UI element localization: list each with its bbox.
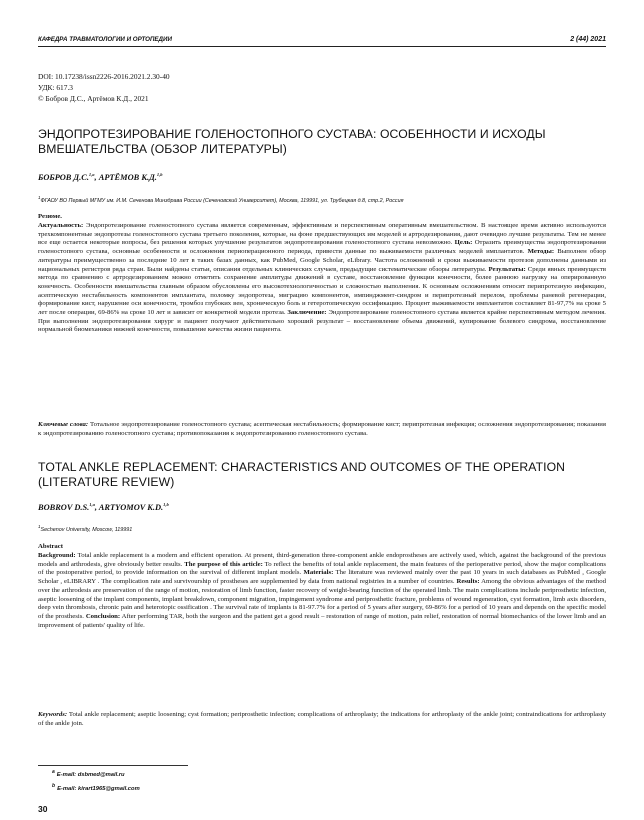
en-abstract-heading: Abstract — [38, 543, 64, 550]
en-affiliation — [38, 524, 606, 533]
ru-affiliation-sup: 1 — [38, 195, 41, 200]
en-author-2: ARTYOMOV K.D. — [98, 502, 164, 512]
footnote-b — [52, 783, 140, 792]
ru-label-relevance: Актуальность: — [38, 222, 84, 229]
en-label-results: Results: — [456, 578, 480, 586]
ru-keywords-text: Тотальное эндопротезирование голеностопного сустава; асептическая нестабильность; формирование кист; перипротезная инфекция; осложнения эндопротезирования; показания к эндопротезированию голеностопного сустава; противопоказания к эндопротезированию голеностопного сустава. — [38, 421, 606, 437]
ru-aim: Отразить преимущества эндопротезирования голеностопного сустава, основные особенности и осложнения периоперационного периода, привести данные по выживаемости различных моделей имплантатов. — [38, 239, 606, 256]
header-rule — [38, 46, 606, 47]
footnote-a-mark: a — [52, 769, 55, 775]
ru-affiliation-text: ФГАОУ ВО Первый МГМУ им. И.М. Сеченова Минздрава России (Сеченовский Университет), Москва, 119991, ул. Трубецкая д.8, стр.2, Россия — [40, 197, 404, 204]
journal-section: КАФЕДРА ТРАВМАТОЛОГИИ И ОРТОПЕДИИ — [38, 36, 172, 43]
en-author-1-sup: 1,a — [89, 502, 95, 507]
ru-methods: Выполнен обзор литературы преимущественно за последние 10 лет в таких базах данных, как PubMed, Google Scholar, eLibrary. Частота осложнений и сроки выживаемости протезов дополнены данными из национальных регистров ряда стран. Были найдены статьи, описания отдельных клинических случаев, предыдущие систематические обзоры литературы. — [38, 248, 606, 273]
en-affiliation-text: Sechenov University, Moscow, 119991 — [40, 526, 133, 533]
en-label-purpose: The purpose of this article: — [184, 560, 263, 568]
en-affiliation-sup: 1 — [38, 524, 41, 529]
footnote-b-email[interactable]: E-mail: kirart1965@gmail.com — [57, 785, 140, 792]
en-materials: The literature was reviewed mainly over the past 10 years in such databases as PubMed , Google Scholar , eLIBRARY . The complication rate and survivourship of prostheses are supplemented by data from national registries in a number of countries. — [38, 569, 606, 586]
ru-affiliation — [38, 195, 606, 204]
footnote-a-email[interactable]: E-mail: dsbmed@mail.ru — [56, 771, 125, 778]
en-authors: BOBROV D.S.$^{1,a}$, ARTYOMOV K.D.$^{1,b}$ — [38, 502, 169, 512]
footnote-a — [52, 769, 125, 778]
ru-abstract — [38, 212, 606, 335]
en-conclusion: After performing TAR, both the surgeon and the patient get a good result – restoration of range of motion, pain relief, restoration of normal biomechanics of the lower limb and an improvement of patients' quality of life. — [38, 612, 607, 629]
ru-results: Среди явных преимуществ метода по сравнению с артродезированием можно отметить сохранение амплитуды движений в суставе, восстановление функции конечности, более раннюю нагрузку на оперированную конечность. Особенности вмешательства главным образом обусловлены его высокотехнологичностью и сложностью выполнения. К основным осложнениям относят перипротезную инфекцию, асептическую нестабильность компонентов имплантата, поломку эндопротеза, миграцию компонентов, импинджмент-синдром и перипротезный перелом, проблемы раневой регенерации, формирование кист, нарушение оси конечности, тромбоз глубоких вен, хроническую боль и гетеротопическую оссификацию. Процент выживаемости имплантатов составляет 81-97,7% на сроке 5 лет после операции, 69-86% на сроке 10 лет и зависит от конкретной модели протеза. — [38, 265, 607, 317]
footnote-b-mark: b — [52, 783, 56, 789]
udk: УДК: 617.3 — [38, 83, 73, 92]
ru-author-1: БОБРОВ Д.С. — [38, 172, 89, 182]
en-label-conclusion: Conclusion: — [85, 612, 121, 620]
en-abstract — [38, 542, 606, 630]
footnote-rule — [38, 765, 188, 766]
en-results: Among the obvious advantages of the method over the arthrodesis are preservation of the range of motion, restoration of limb function, faster recovery of weight-bearing function of the operated limb. The main complications include periprosthetic infection, aseptic loosening of the implant components, implant breakdown, component migration, impingement syndrome and periprosthetic fracture, problems of wound regeneration, cyst formation, limb axis disorders, deep vein thrombosis, chronic pain and heterotopic ossification . The survival rate of implants is 81-97.7% for a period of 5 years after surgery, 69-86% for a period of 10 years and depends on the specific model of the prosthesis. — [38, 578, 606, 620]
ru-authors: БОБРОВ Д.С.$^{1,a}$, АРТЁМОВ К.Д.$^{1,b}$ — [38, 172, 163, 182]
en-author-2-sup: 1,b — [163, 502, 169, 507]
page-number: 30 — [38, 804, 48, 814]
ru-label-conclusion: Заключение: — [287, 309, 327, 317]
ru-keywords-label: Ключевые слова: — [38, 421, 89, 428]
ru-conclusion: Эндопротезирование голеностопного сустава является крайне перспективным методом лечения. При выполнении эндопротезирования хирург и пациент получают действительно хороший результат – восстановление объема движений, купирование болевого синдрома, восстановление нормальной биомеханики нижней конечности, повышение качества жизни пациента. — [38, 309, 606, 334]
ru-author-2: АРТЁМОВ К.Д. — [98, 172, 157, 182]
en-keywords — [38, 711, 606, 728]
ru-abstract-heading: Резюме. — [38, 213, 62, 220]
ru-label-methods: Методы: — [527, 248, 555, 256]
ru-author-2-sup: 1,b — [156, 172, 163, 177]
en-title: TOTAL ANKLE REPLACEMENT: CHARACTERISTICS AND OUTCOMES OF THE OPERATION (LITERATURE REVIEW) — [38, 460, 566, 489]
ru-title: ЭНДОПРОТЕЗИРОВАНИЕ ГОЛЕНОСТОПНОГО СУСТАВА: ОСОБЕННОСТИ И ИСХОДЫ ВМЕШАТЕЛЬСТВА (ОБЗОР ЛИТЕРАТУРЫ) — [38, 127, 546, 156]
copyright: © Бобров Д.С., Артёмов К.Д., 2021 — [38, 94, 149, 103]
ru-label-aim: Цель: — [454, 239, 473, 247]
ru-label-results: Результаты: — [488, 265, 526, 273]
issue-number: 2 (44) 2021 — [570, 36, 606, 43]
ru-author-1-sup: 1,a — [88, 172, 95, 177]
article-meta — [38, 71, 170, 104]
en-author-1: BOBROV D.S. — [38, 502, 90, 512]
ru-relevance: Эндопротезирование голеностопного сустава является современным, эффективным и перспективным оперативным вмешательством. В настоящее время активно используются трехкомпонентные эндопротезы голеностопного сустава третьего поколения, которые, на фоне предшествующих им моделей и артродезирования, дают очевидно лучшие результаты. Тем не менее все еще остается некоторые вопросы, без решения которых улучшение результатов эндопротезирования голеностопного сустава невозможно. — [38, 222, 606, 247]
en-background: Total ankle replacement is a modern and efficient operation. At present, third-generation three-component ankle endoprostheses are actively used, which, against the background of the previous models and arthrodesis, give obviously better results. — [38, 552, 606, 568]
en-label-materials: Materials: — [303, 569, 334, 577]
en-keywords-label: Keywords: — [38, 711, 68, 718]
doi: DOI: 10.17238/issn2226-2016.2021.2.30-40 — [38, 72, 170, 81]
en-purpose: To reflect the benefits of total ankle replacement, the main features of the perioperative period, show the major complications of the postoperative period, to provide information on the survival of different implant models. — [38, 560, 606, 577]
en-keywords-text: Total ankle replacement; aseptic loosening; cyst formation; periprosthetic infection; complications of arthroplasty; the indications for arthroplasty of the ankle joint; contraindications for arthroplasty of the ankle join. — [38, 711, 606, 727]
en-label-background: Background: — [38, 552, 76, 559]
ru-keywords — [38, 421, 606, 438]
